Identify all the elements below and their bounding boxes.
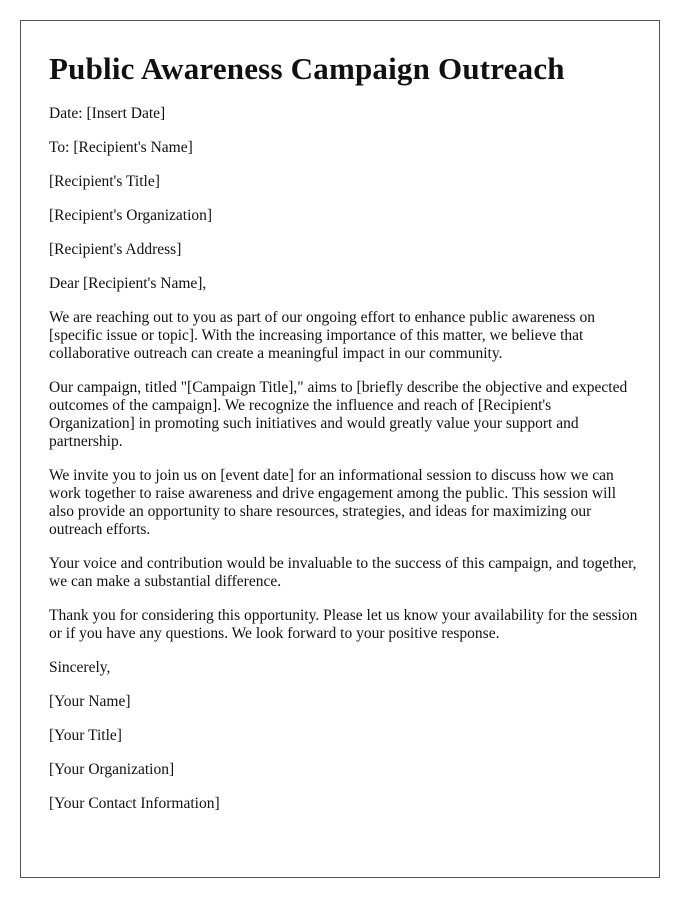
letter-page	[20, 20, 660, 878]
recipient-address: [Recipient's Address]	[49, 241, 182, 258]
letter-content	[49, 51, 639, 829]
closing: Sincerely,	[49, 659, 111, 676]
letter-title: Public Awareness Campaign Outreach	[49, 51, 565, 86]
recipient-name-line: To: [Recipient's Name]	[49, 139, 193, 156]
body-paragraph-1: We are reaching out to you as part of our ongoing effort to enhance public awareness on [specific issue or topic]. With the increasing importance of this matter, we believe that collaborative outreach can create a meaningful impact in our community.	[49, 309, 595, 362]
body-paragraph-3: We invite you to join us on [event date] for an informational session to discuss how we can work together to raise awareness and drive engagement among the public. This session will also provide an opportunity to share resources, strategies, and ideas for maximizing our outreach efforts.	[49, 467, 617, 538]
body-paragraph-5: Thank you for considering this opportunity. Please let us know your availability for the session or if you have any questions. We look forward to your positive response.	[49, 607, 638, 642]
salutation: Dear [Recipient's Name],	[49, 275, 207, 292]
signature-name: [Your Name]	[49, 693, 131, 710]
signature-organization: [Your Organization]	[49, 761, 175, 778]
signature-contact: [Your Contact Information]	[49, 795, 220, 812]
recipient-organization: [Recipient's Organization]	[49, 207, 213, 224]
body-paragraph-4: Your voice and contribution would be invaluable to the success of this campaign, and together, we can make a substantial difference.	[49, 555, 637, 590]
date-line: Date: [Insert Date]	[49, 105, 166, 122]
body-paragraph-2: Our campaign, titled "[Campaign Title]," aims to [briefly describe the objective and expected outcomes of the campaign]. We recognize the influence and reach of [Recipient's Organization] in promoting such initiatives and would greatly value your support and partnership.	[49, 379, 628, 450]
recipient-title: [Recipient's Title]	[49, 173, 160, 190]
signature-title: [Your Title]	[49, 727, 122, 744]
